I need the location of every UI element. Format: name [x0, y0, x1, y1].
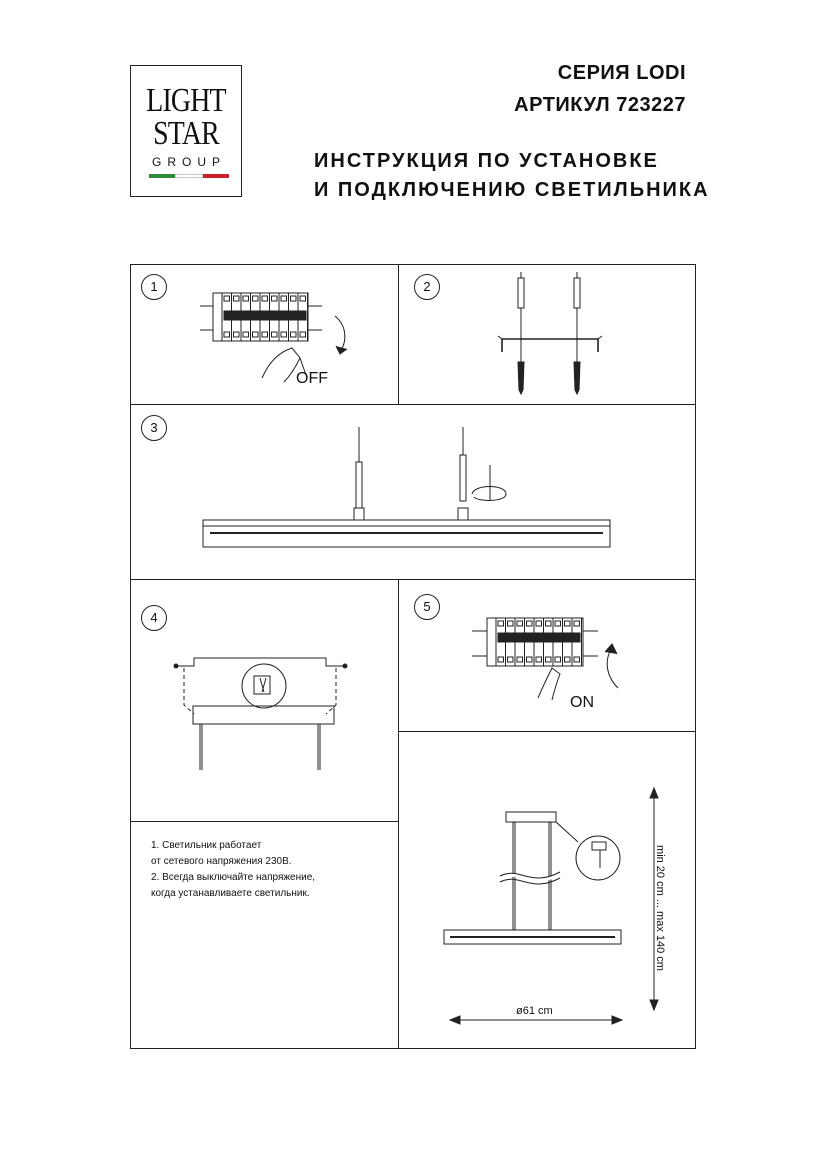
breaker-terminal	[243, 296, 249, 301]
breaker-terminal	[536, 621, 542, 626]
breaker-terminal	[291, 296, 297, 301]
breaker-terminal	[527, 657, 533, 662]
step-number-3: 3	[141, 415, 167, 441]
step-number-4: 4	[141, 605, 167, 631]
mounting-bracket-icon	[498, 272, 602, 394]
dimension-diagram-icon	[444, 788, 658, 1024]
breaker-terminal	[527, 621, 533, 626]
breaker-terminal	[262, 332, 268, 337]
breaker-terminal	[300, 296, 306, 301]
article-number: АРТИКУЛ 723227	[514, 94, 686, 116]
document-title-line1: ИНСТРУКЦИЯ ПО УСТАНОВКЕ	[314, 150, 659, 172]
bracket-wiring-icon	[174, 658, 347, 770]
breaker-terminal	[281, 332, 287, 337]
breaker-terminal	[555, 621, 561, 626]
on-label: ON	[570, 694, 594, 711]
off-label: OFF	[296, 370, 328, 387]
note-line: 2. Всегда выключайте напряжение,	[151, 872, 316, 883]
logo-line-group: GROUP	[151, 155, 226, 169]
breaker-terminal	[234, 296, 240, 301]
breaker-terminal	[546, 657, 552, 662]
breaker-terminal	[291, 332, 297, 337]
breaker-terminal	[546, 621, 552, 626]
breaker-terminal	[243, 332, 249, 337]
breaker-terminal	[262, 296, 268, 301]
note-line: когда устанавливаете светильник.	[151, 888, 310, 899]
step-number-1: 1	[141, 274, 167, 300]
breaker-terminal	[272, 332, 278, 337]
note-line: от сетевого напряжения 230В.	[151, 856, 292, 867]
breaker-terminal	[498, 657, 504, 662]
logo-line-light: LIGHT	[146, 82, 226, 119]
document-title-line2: И ПОДКЛЮЧЕНИЮ СВЕТИЛЬНИКА	[314, 179, 710, 201]
breaker-panel-off-icon	[200, 293, 347, 382]
breaker-terminal	[517, 621, 523, 626]
breaker-terminal	[224, 332, 230, 337]
series-name: СЕРИЯ LODI	[557, 62, 686, 84]
step-number-5: 5	[414, 594, 440, 620]
breaker-terminal	[574, 621, 580, 626]
breaker-terminal	[224, 296, 230, 301]
breaker-terminal	[281, 296, 287, 301]
breaker-terminal	[234, 332, 240, 337]
breaker-terminal	[498, 621, 504, 626]
breaker-terminal	[574, 657, 580, 662]
breaker-terminal	[253, 296, 259, 301]
safety-notes	[151, 838, 315, 902]
breaker-terminal	[565, 657, 571, 662]
breaker-terminal	[300, 332, 306, 337]
breaker-terminal	[536, 657, 542, 662]
breaker-terminal	[555, 657, 561, 662]
breaker-terminal	[272, 296, 278, 301]
width-dimension-label: ø61 cm	[516, 1005, 553, 1017]
breaker-terminal	[565, 621, 571, 626]
height-dimension-label: min 20 cm ... max 140 cm	[654, 845, 666, 971]
luminaire-suspension-icon	[203, 427, 610, 547]
note-line: 1. Светильник работает	[151, 840, 262, 851]
breaker-panel-on-icon	[472, 618, 618, 700]
breaker-terminal	[508, 657, 514, 662]
logo-line-star: STAR	[153, 115, 219, 152]
breaker-terminal	[253, 332, 259, 337]
step-number-2: 2	[414, 274, 440, 300]
breaker-terminal	[517, 657, 523, 662]
breaker-terminal	[508, 621, 514, 626]
